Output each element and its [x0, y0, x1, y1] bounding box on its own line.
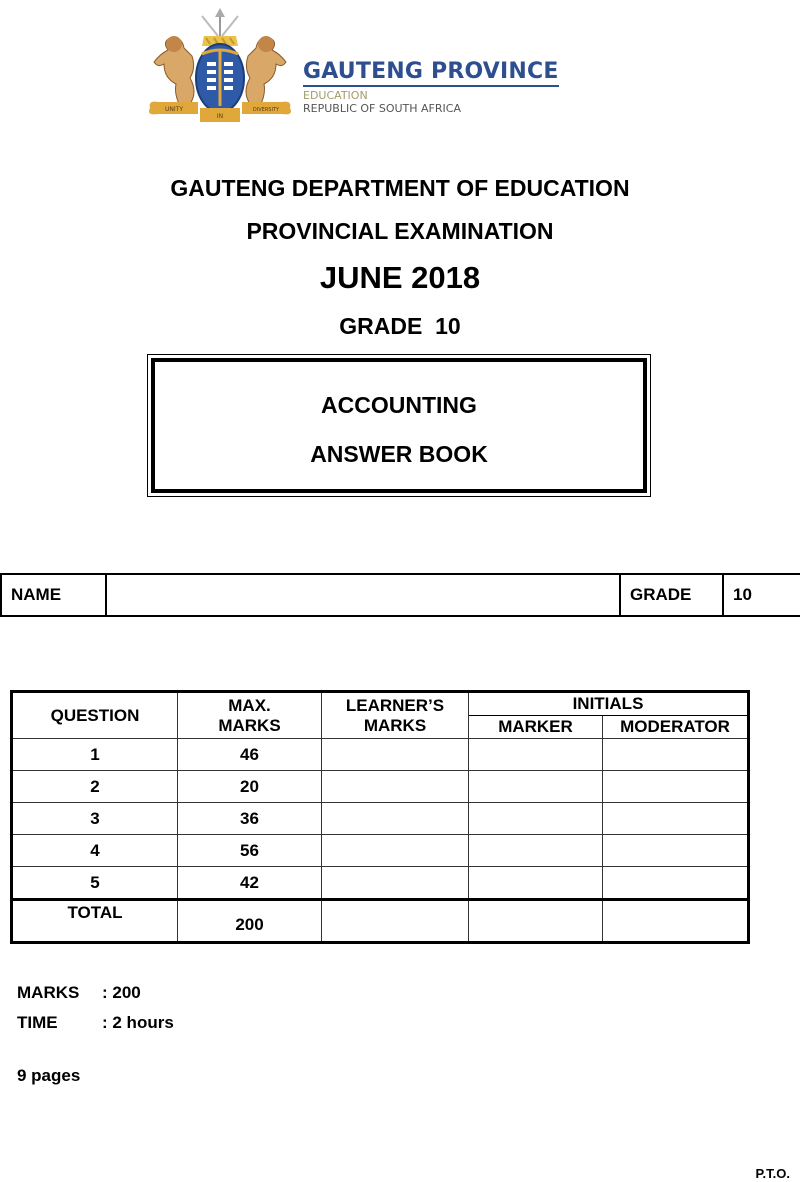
max-marks: 46	[178, 739, 322, 771]
exam-session: JUNE 2018	[319, 260, 481, 295]
marker-initials-cell[interactable]	[469, 835, 603, 867]
logo-subtitle-country: REPUBLIC OF SOUTH AFRICA	[303, 102, 461, 115]
learner-marks-cell[interactable]	[322, 803, 469, 835]
logo-text	[303, 60, 559, 116]
header-question: QUESTION	[12, 692, 178, 739]
grade-heading: GRADE 10	[339, 313, 461, 339]
svg-text:DIVERSITY: DIVERSITY	[252, 107, 280, 113]
header-max-marks-line1: MAX.	[228, 695, 271, 715]
marker-initials-cell[interactable]	[469, 771, 603, 803]
header-marker: MARKER	[469, 716, 603, 739]
marker-initials-cell[interactable]	[469, 739, 603, 771]
header-learner-marks	[322, 692, 469, 739]
name-field[interactable]	[106, 574, 620, 616]
time-info-value: : 2 hours	[102, 1013, 174, 1032]
time-info	[17, 1013, 174, 1033]
learner-marks-cell[interactable]	[322, 771, 469, 803]
max-marks: 36	[178, 803, 322, 835]
table-row	[12, 803, 749, 835]
total-row	[12, 900, 749, 943]
header-learner-line2: MARKS	[363, 716, 427, 735]
grade-value: 10	[723, 574, 800, 616]
moderator-initials-cell[interactable]	[603, 739, 749, 771]
learner-marks-cell[interactable]	[322, 739, 469, 771]
learner-marks-cell[interactable]	[322, 867, 469, 900]
question-number: 2	[12, 771, 178, 803]
name-grade-row	[1, 574, 800, 616]
name-grade-table	[0, 573, 800, 617]
marker-initials-cell[interactable]	[469, 867, 603, 900]
total-moderator-initials-cell[interactable]	[603, 900, 749, 943]
marks-info-label: MARKS	[17, 983, 80, 1002]
page-count: 9 pages	[17, 1066, 81, 1085]
marks-table-header-row	[12, 692, 749, 716]
total-marker-initials-cell[interactable]	[469, 900, 603, 943]
svg-text:UNITY: UNITY	[165, 106, 183, 113]
marks-info	[17, 983, 141, 1003]
department-title: GAUTENG DEPARTMENT OF EDUCATION	[170, 175, 630, 201]
marks-table	[10, 690, 750, 944]
moderator-initials-cell[interactable]	[603, 803, 749, 835]
total-label: TOTAL	[12, 900, 178, 943]
total-learner-marks-cell[interactable]	[322, 900, 469, 943]
subject-title: ACCOUNTING	[321, 392, 477, 418]
moderator-initials-cell[interactable]	[603, 771, 749, 803]
grade-label: GRADE	[620, 574, 723, 616]
logo-subtitle-education: EDUCATION	[303, 89, 368, 102]
table-row	[12, 771, 749, 803]
total-max-marks: 200	[178, 900, 322, 943]
moderator-initials-cell[interactable]	[603, 835, 749, 867]
time-info-label: TIME	[17, 1013, 58, 1032]
please-turn-over: P.T.O.	[755, 1166, 790, 1181]
gauteng-logo	[140, 8, 570, 138]
document-title: ANSWER BOOK	[310, 441, 488, 467]
header-max-marks-line2: MARKS	[218, 715, 281, 735]
header-moderator: MODERATOR	[603, 716, 749, 739]
max-marks: 20	[178, 771, 322, 803]
header-initials: INITIALS	[469, 692, 749, 716]
table-row	[12, 739, 749, 771]
exam-title: PROVINCIAL EXAMINATION	[246, 218, 554, 244]
question-number: 3	[12, 803, 178, 835]
table-row	[12, 867, 749, 900]
logo-title: GAUTENG PROVINCE	[303, 60, 559, 87]
table-row	[12, 835, 749, 867]
moderator-initials-cell[interactable]	[603, 867, 749, 900]
subject-box	[147, 354, 651, 497]
learner-marks-cell[interactable]	[322, 835, 469, 867]
name-label: NAME	[1, 574, 106, 616]
marker-initials-cell[interactable]	[469, 803, 603, 835]
max-marks: 42	[178, 867, 322, 900]
question-number: 1	[12, 739, 178, 771]
svg-text:IN: IN	[216, 113, 224, 120]
question-number: 4	[12, 835, 178, 867]
header-learner-line1: LEARNER’S	[345, 696, 445, 715]
max-marks: 56	[178, 835, 322, 867]
marks-info-value: : 200	[102, 983, 141, 1002]
question-number: 5	[12, 867, 178, 900]
subject-box-inner	[151, 358, 647, 493]
header-max-marks	[178, 692, 322, 739]
coat-of-arms-icon	[140, 8, 300, 133]
